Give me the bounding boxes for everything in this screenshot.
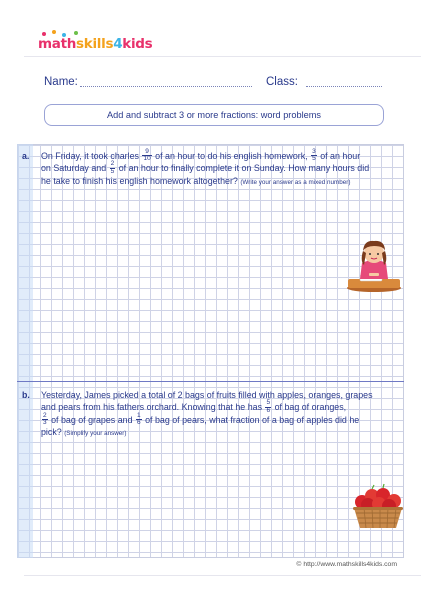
text-run: he take to finish his english homework altogether? [41, 175, 238, 186]
problem-text [41, 389, 392, 438]
numerator: 2 [43, 411, 47, 419]
text-run: of bag of grapes and [51, 414, 133, 425]
denominator: 10 [143, 155, 151, 163]
problem-tag: b. [22, 390, 30, 400]
fraction [311, 149, 317, 162]
text-run: of an hour to finally complete it on Sunday. How many hours did [118, 163, 370, 174]
answer-grid [17, 144, 404, 558]
text-run: of bag of oranges, [274, 402, 347, 413]
footer-credit[interactable]: © http://www.mathskills4kids.com [296, 561, 397, 568]
text-run: On Friday, it took charles [41, 151, 139, 162]
logo-part-3: 4 [113, 36, 123, 52]
numerator: 5 [266, 399, 271, 407]
numerator: 2 [110, 160, 115, 168]
problem-b [20, 389, 400, 441]
text-run: of an hour to do his english homework, [155, 151, 308, 162]
site-logo [38, 36, 152, 56]
problem-divider [17, 381, 404, 382]
numerator: 3 [312, 148, 316, 155]
apple-basket-illustration [350, 480, 406, 532]
text-run: and pears from his fathers orchard. Knowing that he has [41, 402, 263, 413]
denominator: 6 [136, 418, 141, 426]
name-class-row [44, 76, 384, 90]
denominator: 3 [43, 418, 47, 426]
fraction [136, 413, 142, 426]
fraction [265, 400, 271, 413]
grid-margin [17, 144, 33, 558]
text-run: Yesterday, James picked a total of 2 bags of fruits filled with apples, oranges, grapes [41, 390, 373, 400]
answer-hint: (Write your answer as a mixed number) [240, 178, 351, 186]
logo-part-1: math [38, 36, 77, 52]
fraction [110, 161, 116, 174]
text-run: on Saturday and [41, 163, 107, 174]
logo-part-2: skills [76, 36, 114, 52]
footer-rule [24, 575, 421, 576]
text-run: pick? [41, 426, 62, 437]
header-rule [24, 56, 421, 57]
worksheet-title: Add and subtract 3 or more fractions: word problems [44, 104, 384, 126]
class-field[interactable] [306, 86, 382, 87]
text-run: of bag of pears, what fraction of a bag of apples did he [145, 414, 360, 425]
fraction [142, 149, 151, 162]
logo-part-4: kids [122, 36, 153, 52]
problem-a [20, 150, 400, 190]
name-label: Name: [44, 76, 78, 88]
text-run: of an hour [320, 151, 361, 162]
girl-studying-illustration [344, 235, 404, 295]
fraction [42, 413, 48, 426]
problem-text [41, 150, 392, 187]
name-field[interactable] [80, 86, 252, 87]
denominator: 5 [312, 155, 316, 163]
problem-tag: a. [22, 151, 30, 161]
class-label: Class: [266, 76, 298, 88]
answer-hint: (Simplify your answer) [64, 429, 127, 437]
numerator: 1 [136, 411, 141, 419]
denominator: 5 [110, 167, 115, 175]
numerator: 9 [142, 149, 151, 156]
denominator: 6 [266, 406, 271, 414]
